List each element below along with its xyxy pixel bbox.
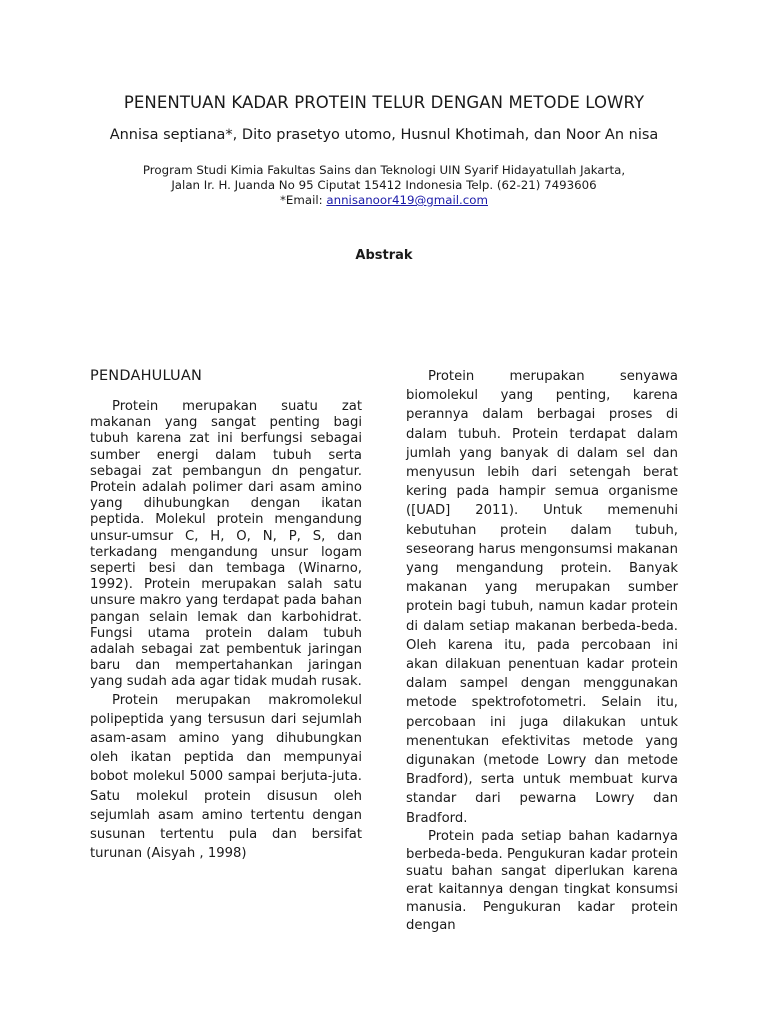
section-heading-pendahuluan: PENDAHULUAN [90, 368, 203, 384]
left-paragraph-1: Protein merupakan suatu zat makanan yang sangat penting bagi tubuh karena zat ini berfungsi sebagai sumber energi dalam tubuh serta sebagai zat pembangun dn pengatur. Protein adalah polimer dari asam amino yang dihubungkan dengan ikatan peptida. Molekul protein mengandung unsur-umsur C, H, O, N, P, S, dan terkadang mengandung unsur logam seperti besi dan tembaga (Winarno, 1992). Protein merupakan salah satu unsure makro yang terdapat pada bahan pangan selain lemak dan karbohidrat. Fungsi utama protein dalam tubuh adalah sebagai zat pembentuk jaringan baru dan mempertahankan jaringan yang sudah ada agar tidak mudah rusak. [90, 399, 362, 690]
right-paragraph-1: Protein merupakan senyawa biomolekul yang penting, karena perannya dalam berbagai proses di dalam tubuh. Protein terdapat dalam jumlah yang banyak di dalam sel dan menyusun lebih dari setengah berat kering pada hampir semua organisme ([UAD] 2011). Untuk memenuhi kebutuhan protein dalam tubuh, seseorang harus mengonsumsi makanan yang mengandung protein. Banyak makanan yang merupakan sumber protein bagi tubuh, namun kadar protein di dalam setiap makanan berbeda-beda. Oleh karena itu, pada percobaan ini akan dilakuan penentuan kadar protein dalam sampel dengan menggunakan metode spektrofotometri. Selain itu, percobaan ini juga dilakukan untuk menentukan efektivitas metode yang digunakan (metode Lowry dan metode Bradford), serta untuk membuat kurva standar dari pewarna Lowry dan Bradford. [406, 369, 678, 826]
left-paragraph-2: Protein merupakan makromolekul polipeptida yang tersusun dari sejumlah asam-asam amino yang dihubungkan oleh ikatan peptida dan mempunyai bobot molekul 5000 sampai berjuta-juta. Satu molekul protein disusun oleh sejumlah asam amino tertentu dengan susunan tertentu pula dan bersifat turunan (Aisyah , 1998) [90, 692, 362, 862]
affiliation-line-2: Jalan Ir. H. Juanda No 95 Ciputat 15412 Indonesia Telp. (62-21) 7493606 [171, 178, 597, 192]
email-link[interactable]: annisanoor419@gmail.com [326, 193, 488, 207]
author-list: Annisa septiana*, Dito prasetyo utomo, Husnul Khotimah, dan Noor An nisa [109, 127, 659, 143]
right-column [406, 367, 678, 935]
email-line [0, 193, 768, 208]
affiliation-line-1: Program Studi Kimia Fakultas Sains dan Teknologi UIN Syarif Hidayatullah Jakarta, [142, 163, 626, 177]
right-paragraph-2: Protein pada setiap bahan kadarnya berbeda-beda. Pengukuran kadar protein suatu bahan sangat diperlukan karena erat kaitannya dengan tingkat konsumsi manusia. Pengukuran kadar protein dengan [406, 828, 678, 933]
affiliation-block [0, 163, 768, 208]
paper-title: PENENTUAN KADAR PROTEIN TELUR DENGAN METODE LOWRY [123, 93, 645, 112]
left-column [90, 367, 362, 863]
abstract-heading: Abstrak [355, 248, 413, 263]
email-label: *Email: [280, 193, 327, 207]
